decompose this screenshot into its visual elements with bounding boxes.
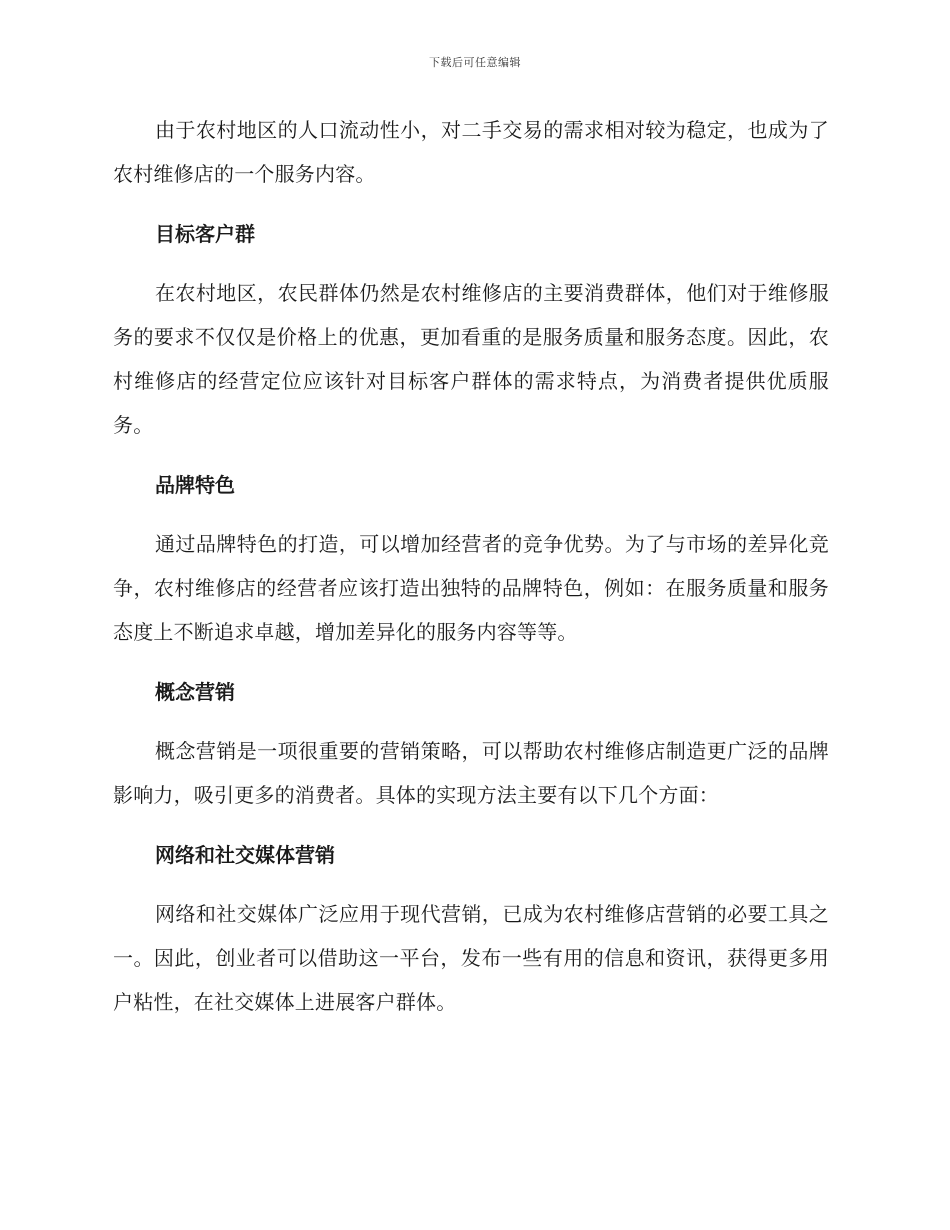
paragraph-concept-marketing: 概念营销是一项很重要的营销策略，可以帮助农村维修店制造更广泛的品牌影响力，吸引更多的消费者。具体的实现方法主要有以下几个方面： bbox=[113, 739, 829, 807]
page-header-note: 下载后可任意编辑 bbox=[429, 56, 521, 69]
document-body bbox=[113, 108, 829, 1024]
paragraph-intro: 由于农村地区的人口流动性小，对二手交易的需求相对较为稳定，也成为了农村维修店的一个服务内容。 bbox=[113, 118, 829, 186]
heading-brand-features: 品牌特色 bbox=[155, 473, 235, 497]
paragraph-brand-features: 通过品牌特色的打造，可以增加经营者的竞争优势。为了与市场的差异化竞争，农村维修店的经营者应该打造出独特的品牌特色，例如：在服务质量和服务态度上不断追求卓越，增加差异化的服务内容等等。 bbox=[113, 532, 829, 644]
paragraph-target-customers: 在农村地区，农民群体仍然是农村维修店的主要消费群体，他们对于维修服务的要求不仅仅是价格上的优惠，更加看重的是服务质量和服务态度。因此，农村维修店的经营定位应该针对目标客户群体的需求特点，为消费者提供优质服务。 bbox=[113, 281, 829, 437]
heading-target-customers: 目标客户群 bbox=[155, 222, 255, 246]
heading-concept-marketing: 概念营销 bbox=[155, 680, 235, 704]
paragraph-social-media-marketing: 网络和社交媒体广泛应用于现代营销，已成为农村维修店营销的必要工具之一。因此，创业者可以借助这一平台，发布一些有用的信息和资讯，获得更多用户粘性，在社交媒体上进展客户群体。 bbox=[113, 902, 829, 1014]
heading-social-media-marketing: 网络和社交媒体营销 bbox=[155, 843, 335, 867]
